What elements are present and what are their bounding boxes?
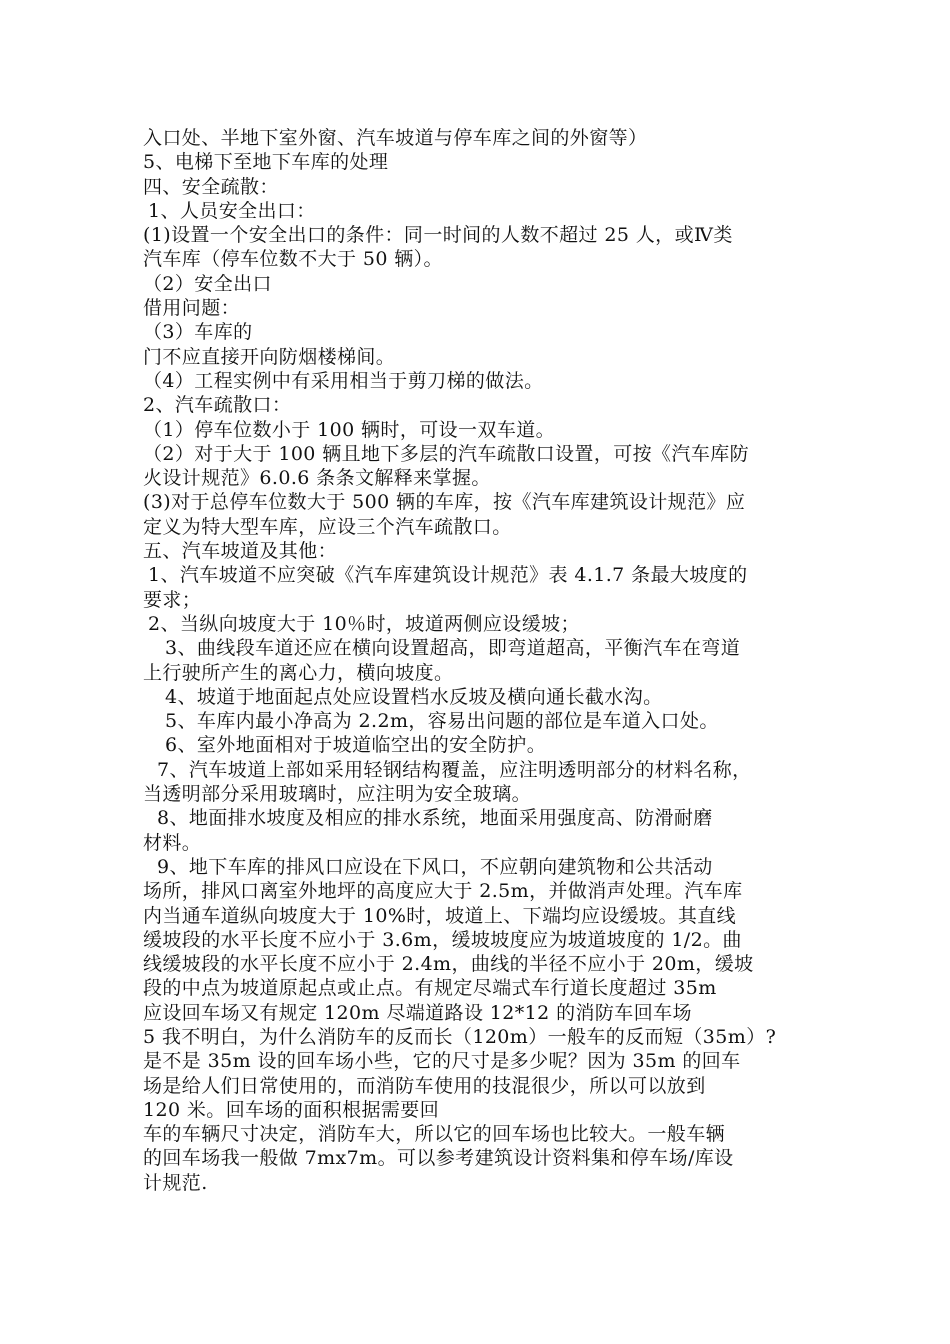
text-line: 材料。 — [143, 831, 202, 854]
text-line: 汽车库（停车位数不大于 50 辆）。 — [143, 248, 443, 271]
text-line: 4、坡道于地面起点处应设置档水反坡及横向通长截水沟。 — [165, 685, 663, 708]
text-line: 6、室外地面相对于坡道临空出的安全防护。 — [165, 734, 547, 757]
text-line: （4）工程实例中有采用相当于剪刀梯的做法。 — [143, 369, 544, 392]
text-line: 7、汽车坡道上部如采用轻钢结构覆盖，应注明透明部分的材料名称， — [157, 758, 752, 781]
text-line: 火设计规范》6.0.6 条条文解释来掌握。 — [143, 467, 491, 490]
text-line: 内当通车道纵向坡度大于 10%时，坡道上、下端均应设缓坡。其直线 — [143, 904, 737, 927]
text-line: 车的车辆尺寸决定，消防车大，所以它的回车场也比较大。一般车辆 — [143, 1123, 726, 1146]
text-line: 5、车库内最小净高为 2.2m，容易出问题的部位是车道入口处。 — [165, 710, 719, 733]
text-line: 9、地下车库的排风口应设在下风口，不应朝向建筑物和公共活动 — [157, 855, 713, 878]
text-line: 入口处、半地下室外窗、汽车坡道与停车库之间的外窗等） — [143, 127, 648, 149]
text-line: 四、安全疏散： — [143, 175, 279, 198]
text-line: (1)设置一个安全出口的条件：同一时间的人数不超过 25 人，或Ⅳ类 — [143, 224, 733, 247]
text-line: 5 我不明白，为什么消防车的反而长（120m）一般车的反而短（35m）? — [143, 1025, 777, 1048]
text-line: 定义为特大型车库，应设三个汽车疏散口。 — [143, 515, 512, 538]
text-line: 上行驶所产生的离心力，横向坡度。 — [143, 661, 454, 684]
text-line: 门不应直接开向防烟楼梯间。 — [143, 345, 396, 368]
text-line: 借用问题： — [143, 297, 241, 320]
text-line: 五、汽车坡道及其他： — [143, 540, 338, 563]
text-line: 要求； — [143, 588, 202, 611]
text-line: 场所，排风口离室外地坪的高度应大于 2.5m，并做消声处理。汽车库 — [143, 880, 743, 903]
text-line: 应设回车场又有规定 120m 尽端道路设 12*12 的消防车回车场 — [143, 1001, 692, 1024]
text-line: （3）车库的 — [143, 321, 253, 344]
text-line: 1、人员安全出口： — [148, 199, 316, 222]
text-line: （2）安全出口 — [143, 272, 272, 295]
text-line: 2、当纵向坡度大于 10％时，坡道两侧应设缓坡； — [148, 612, 580, 635]
text-line: 段的中点为坡道原起点或止点。有规定尽端式车行道长度超过 35m — [143, 977, 717, 1000]
text-line: 是不是 35m 设的回车场小些，它的尺寸是多少呢？因为 35m 的回车 — [143, 1050, 741, 1073]
text-line: 缓坡段的水平长度不应小于 3.6m，缓坡坡度应为坡道坡度的 1/2。曲 — [143, 928, 742, 951]
text-line: 8、地面排水坡度及相应的排水系统，地面采用强度高、防滑耐磨 — [157, 807, 713, 830]
text-line: （1）停车位数小于 100 辆时，可设一双车道。 — [143, 418, 556, 441]
text-line: 的回车场我一般做 7mx7m。可以参考建筑设计资料集和停车场/库设 — [143, 1147, 734, 1170]
document-body — [143, 126, 823, 1195]
text-line: 3、曲线段车道还应在横向设置超高，即弯道超高，平衡汽车在弯道 — [165, 637, 741, 660]
text-line: 120 米。回车场的面积根据需要回 — [143, 1098, 440, 1121]
text-line: 2、汽车疏散口： — [143, 394, 292, 417]
text-line: 1、汽车坡道不应突破《汽车库建筑设计规范》表 4.1.7 条最大坡度的 — [148, 564, 748, 587]
text-line: (3)对于总停车位数大于 500 辆的车库，按《汽车库建筑设计规范》应 — [143, 491, 746, 514]
text-line: 计规范. — [143, 1171, 208, 1194]
text-line: 场是给人们日常使用的，而消防车使用的技混很少，所以可以放到 — [143, 1074, 706, 1097]
text-line: 线缓坡段的水平长度不应小于 2.4m，曲线的半径不应小于 20m，缓坡 — [143, 953, 754, 976]
text-line: 当透明部分采用玻璃时，应注明为安全玻璃。 — [143, 783, 532, 806]
text-line: 5、电梯下至地下车库的处理 — [143, 151, 389, 174]
text-line: （2）对于大于 100 辆且地下多层的汽车疏散口设置，可按《汽车库防 — [143, 442, 750, 465]
